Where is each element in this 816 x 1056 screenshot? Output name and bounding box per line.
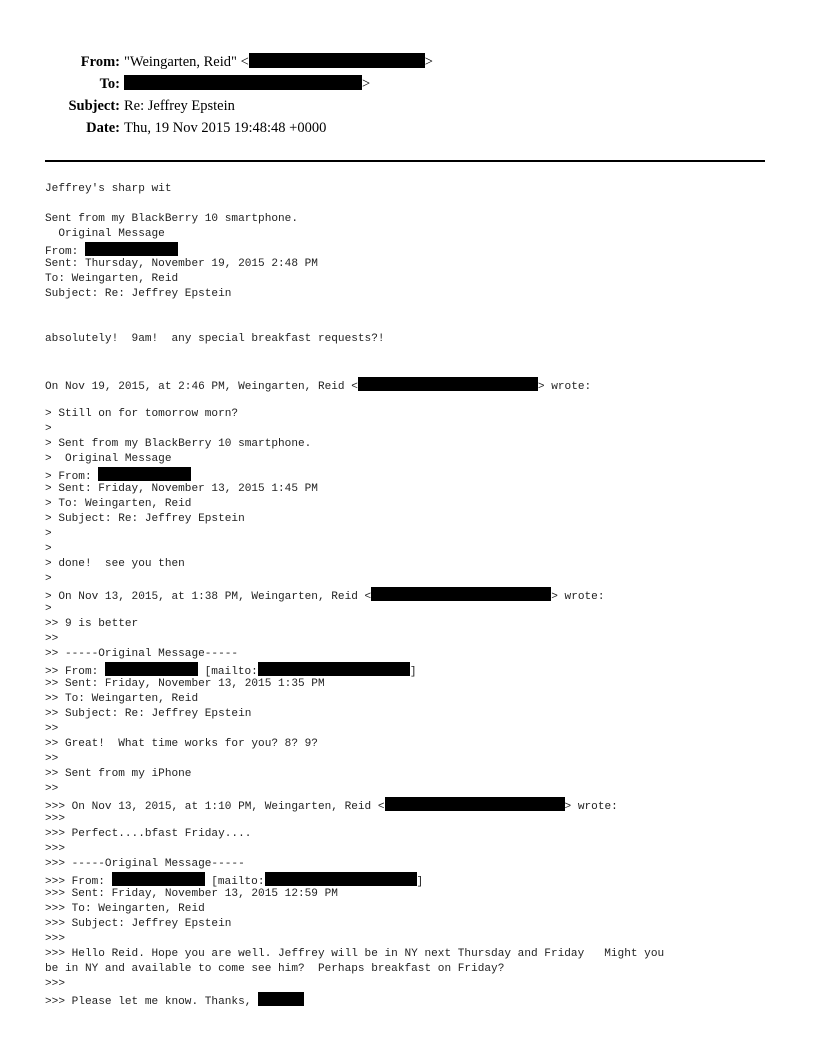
- date-row: [0, 118, 816, 138]
- body-line: >>: [45, 633, 59, 645]
- body-line: >>: [45, 723, 59, 735]
- body-line: [45, 362, 785, 377]
- body-line: >>> Sent: Friday, November 13, 2015 12:59 PM: [45, 888, 338, 900]
- body-line: >>> Subject: Jeffrey Epstein: [45, 918, 232, 930]
- redaction-box: [258, 992, 304, 1006]
- date-value: Thu, 19 Nov 2015 19:48:48 +0000: [124, 120, 327, 136]
- body-line: >> Sent: Friday, November 13, 2015 1:35 PM: [45, 678, 325, 690]
- redaction-box: [249, 53, 425, 68]
- body-line: >: [45, 573, 52, 585]
- subject-value: Re: Jeffrey Epstein: [124, 98, 235, 114]
- email-body: [45, 182, 785, 1007]
- body-line: > Sent from my BlackBerry 10 smartphone.: [45, 438, 312, 450]
- from-name: "Weingarten, Reid" <: [124, 54, 249, 70]
- body-line: > Subject: Re: Jeffrey Epstein: [45, 513, 245, 525]
- body-text: > From:: [45, 471, 99, 483]
- body-line: >>>: [45, 813, 65, 825]
- body-line: absolutely! 9am! any special breakfast requests?!: [45, 333, 385, 345]
- body-line: [45, 347, 785, 362]
- header-divider: [45, 160, 765, 162]
- body-line: >>: [45, 753, 59, 765]
- body-line: > To: Weingarten, Reid: [45, 498, 192, 510]
- body-line: [45, 317, 785, 332]
- body-line: be in NY and available to come see him? Perhaps breakfast on Friday?: [45, 963, 505, 975]
- body-line: [45, 992, 785, 1007]
- body-line: >>>: [45, 843, 65, 855]
- body-line: >> -----Original Message-----: [45, 648, 239, 660]
- body-text: From:: [45, 246, 85, 258]
- body-line: >>>: [45, 978, 65, 990]
- to-row: [0, 74, 816, 94]
- body-text: >> From:: [45, 666, 105, 678]
- body-text: On Nov 19, 2015, at 2:46 PM, Weingarten, Reid <: [45, 381, 358, 393]
- body-line: >: [45, 528, 52, 540]
- body-line: >> Subject: Re: Jeffrey Epstein: [45, 708, 252, 720]
- body-line: Sent from my BlackBerry 10 smartphone.: [45, 213, 298, 225]
- redaction-box: [105, 662, 198, 676]
- body-line: [45, 392, 785, 407]
- body-line: >>>: [45, 933, 65, 945]
- body-line: > Sent: Friday, November 13, 2015 1:45 PM: [45, 483, 318, 495]
- body-line: >> Sent from my iPhone: [45, 768, 192, 780]
- body-line: [45, 242, 785, 257]
- body-text: ]: [416, 876, 424, 888]
- from-row: [0, 52, 816, 72]
- body-line: [45, 662, 785, 677]
- body-line: Original Message: [45, 228, 165, 240]
- body-text: >>> On Nov 13, 2015, at 1:10 PM, Weingarten, Reid <: [45, 801, 385, 813]
- redaction-box: [98, 467, 191, 481]
- redaction-box: [385, 797, 565, 811]
- body-line: [45, 377, 785, 392]
- redaction-box: [371, 587, 551, 601]
- to-end: >: [362, 76, 371, 92]
- redaction-box: [358, 377, 538, 391]
- body-line: [45, 587, 785, 602]
- body-line: Subject: Re: Jeffrey Epstein: [45, 288, 232, 300]
- body-line: >> Great! What time works for you? 8? 9?: [45, 738, 318, 750]
- body-text: >>> Please let me know. Thanks,: [45, 996, 259, 1008]
- from-label: From:: [80, 54, 120, 70]
- body-line: >>> -----Original Message-----: [45, 858, 245, 870]
- body-line: >>> To: Weingarten, Reid: [45, 903, 205, 915]
- subject-label: Subject:: [68, 98, 120, 114]
- redaction-box: [85, 242, 178, 256]
- body-line: > done! see you then: [45, 558, 185, 570]
- body-text: ]: [409, 666, 417, 678]
- body-line: To: Weingarten, Reid: [45, 273, 179, 285]
- body-text: >>> From:: [45, 876, 112, 888]
- body-line: >>: [45, 783, 59, 795]
- body-text: > On Nov 13, 2015, at 1:38 PM, Weingarten, Reid <: [45, 591, 372, 603]
- body-line: [45, 797, 785, 812]
- date-label: Date:: [86, 120, 120, 136]
- to-value: [124, 74, 370, 94]
- to-label: To:: [99, 76, 120, 92]
- body-line: >> To: Weingarten, Reid: [45, 693, 199, 705]
- body-line: >>> Hello Reid. Hope you are well. Jeffrey will be in NY next Thursday and Friday Might you: [45, 948, 665, 960]
- from-end: >: [424, 54, 433, 70]
- body-line: >: [45, 423, 52, 435]
- body-text: [mailto:: [204, 876, 265, 888]
- body-line: >: [45, 543, 52, 555]
- body-line: [45, 467, 785, 482]
- body-line: Sent: Thursday, November 19, 2015 2:48 PM: [45, 258, 318, 270]
- body-text: [mailto:: [197, 666, 258, 678]
- subject-row: [0, 96, 816, 116]
- body-line: [45, 302, 785, 317]
- body-line: >: [45, 603, 52, 615]
- body-text: > wrote:: [537, 381, 592, 393]
- body-line: Jeffrey's sharp wit: [45, 183, 172, 195]
- body-line: > Still on for tomorrow morn?: [45, 408, 239, 420]
- body-text: > wrote:: [564, 801, 618, 813]
- redaction-box: [112, 872, 205, 886]
- from-value: [124, 52, 433, 72]
- body-line: [45, 197, 785, 212]
- body-line: >>> Perfect....bfast Friday....: [45, 828, 252, 840]
- body-line: [45, 872, 785, 887]
- body-text: > wrote:: [551, 591, 605, 603]
- redaction-box: [258, 662, 410, 676]
- redaction-box: [124, 75, 362, 90]
- redaction-box: [265, 872, 417, 886]
- body-line: >> 9 is better: [45, 618, 139, 630]
- body-line: > Original Message: [45, 453, 172, 465]
